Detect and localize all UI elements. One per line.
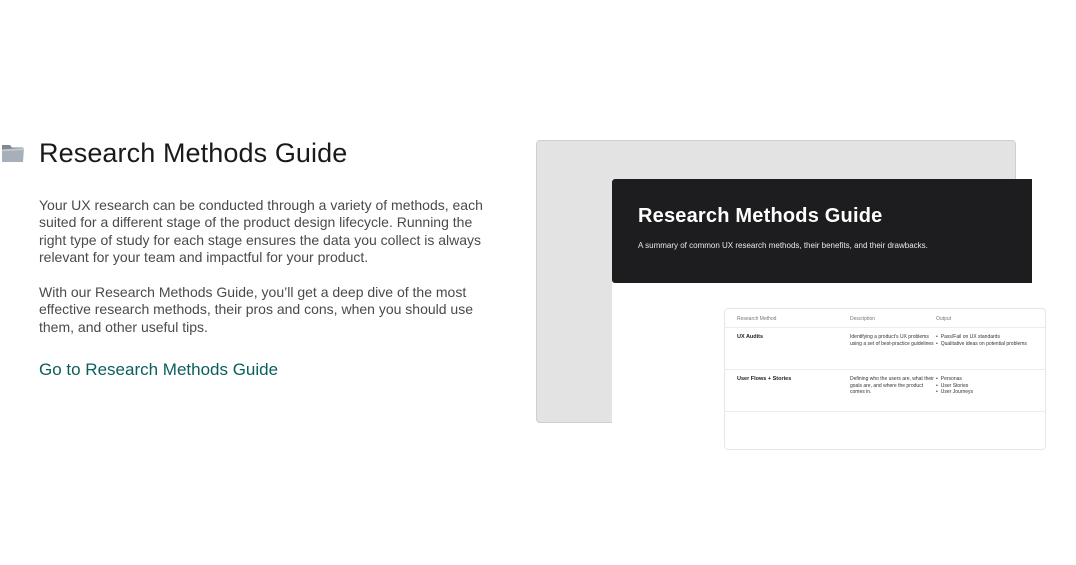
table-header-description: Description: [850, 316, 876, 322]
table-row-2-description: Defining who the users are, what their goals are, and where the product comes in.: [850, 376, 934, 395]
folder-icon: [1, 141, 25, 165]
guide-preview-image[interactable]: [536, 140, 1027, 423]
table-row-2-output: [936, 376, 1076, 396]
table-divider: [725, 411, 1045, 412]
output-item: • Pass/Fail on UX standards: [936, 334, 1076, 341]
preview-header: [612, 179, 1032, 283]
preview-document: [612, 179, 1032, 439]
preview-subtitle: A summary of common UX research methods, their benefits, and their drawbacks.: [638, 241, 928, 250]
table-row-1-method: UX Audits: [737, 334, 764, 340]
table-row-1-output: [936, 334, 1076, 347]
intro-paragraph-1: Your UX research can be conducted through a variety of methods, each suited for a different stage of the product design lifecycle. Running the right type of study for each stage ensures the data you collect is always relevant for your team and impactful for your product.: [39, 197, 483, 265]
intro-paragraph-2: With our Research Methods Guide, you’ll get a deep dive of the most effective research methods, their pros and cons, when you should use them, and other useful tips.: [39, 284, 473, 335]
table-header-output: Output: [936, 316, 952, 322]
output-item: • Qualitative ideas on potential problems: [936, 341, 1076, 348]
page-title: Research Methods Guide: [39, 138, 348, 168]
table-row-2-method: User Flows + Stories: [737, 376, 792, 382]
go-to-guide-link[interactable]: Go to Research Methods Guide: [39, 360, 279, 379]
preview-table: [724, 308, 1046, 450]
output-item: • Personas: [936, 376, 1076, 383]
table-divider: [725, 327, 1045, 328]
table-header-method: Research Method: [737, 316, 777, 322]
output-item: • User Stories: [936, 383, 1076, 390]
table-row-1-description: Identifying a product’s UX problems using a set of best-practice guidelines: [850, 334, 934, 347]
output-item: • User Journeys: [936, 389, 1076, 396]
table-divider: [725, 369, 1045, 370]
preview-title: Research Methods Guide: [638, 205, 883, 227]
